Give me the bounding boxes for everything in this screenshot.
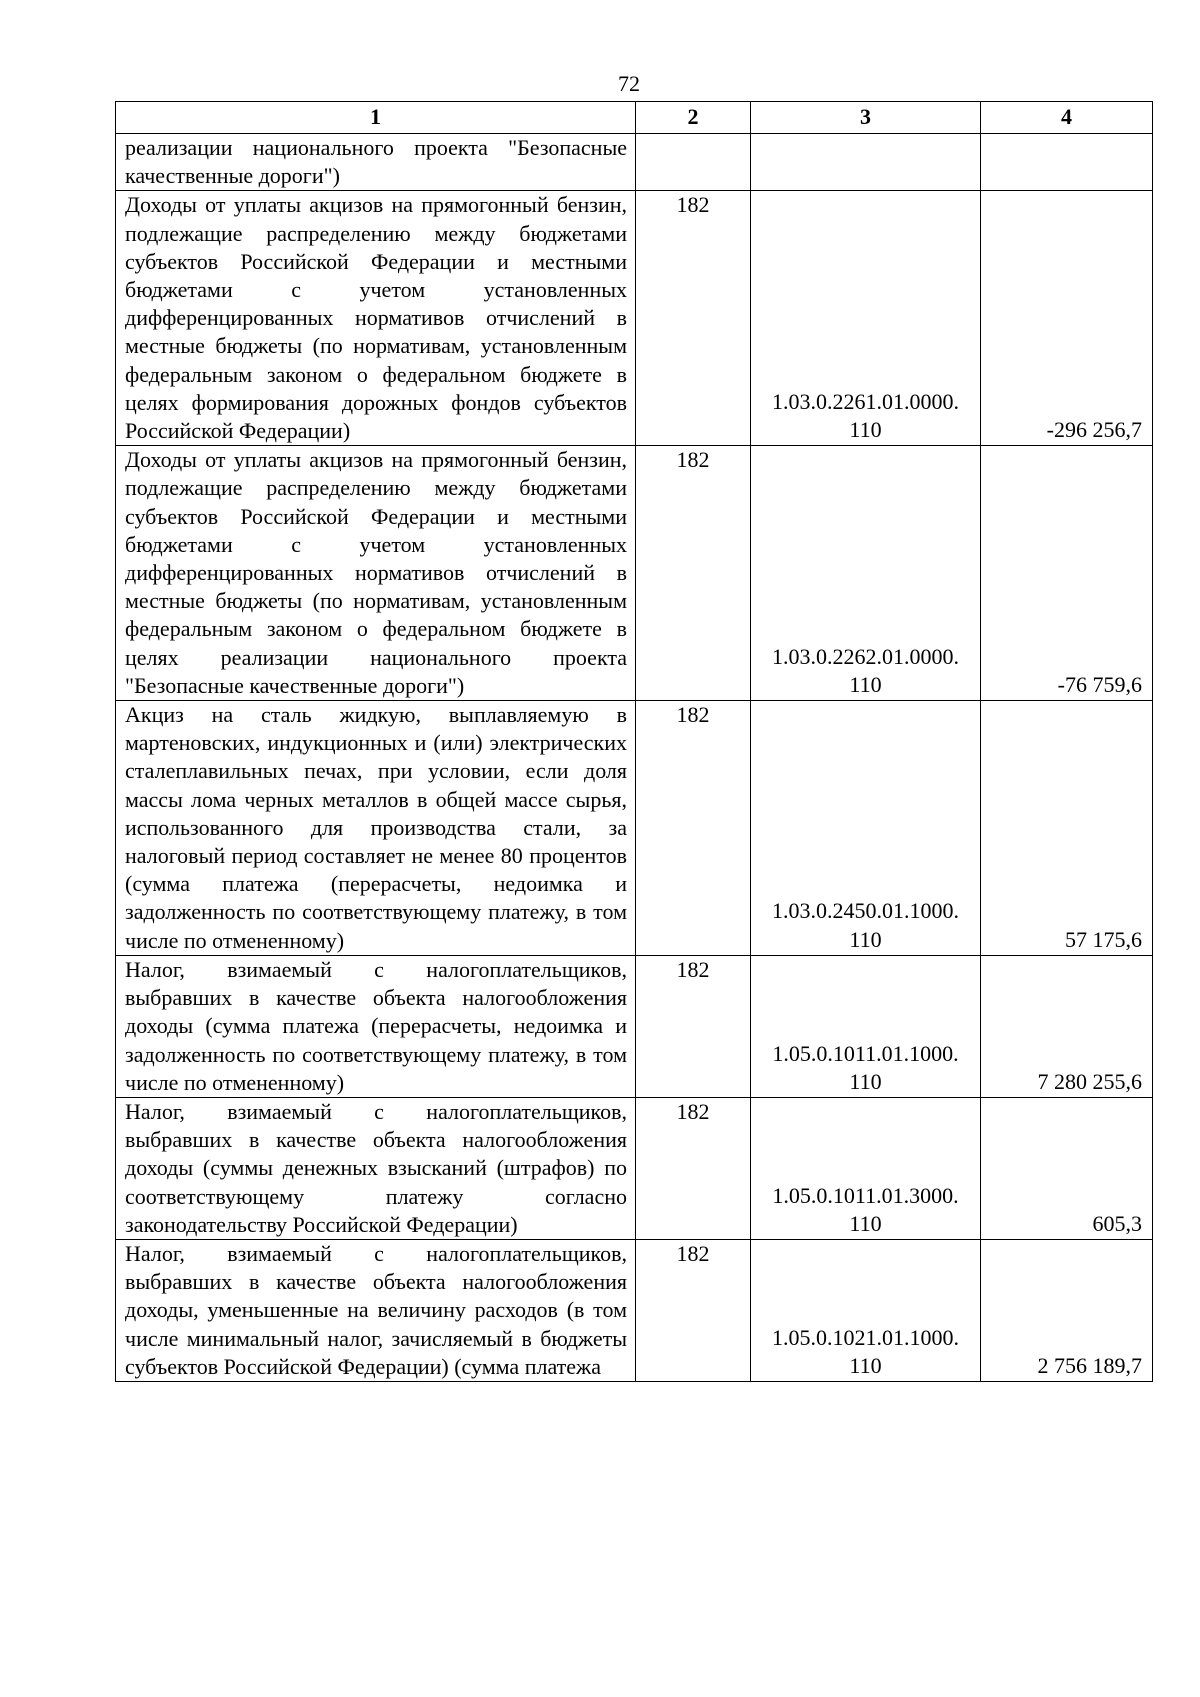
row-admin-code: 182 bbox=[636, 191, 751, 446]
column-header-2: 2 bbox=[636, 102, 751, 134]
budget-code-part1: 1.05.0.1011.01.1000. bbox=[772, 1040, 959, 1066]
budget-code-part1: 1.03.0.2262.01.0000. bbox=[772, 643, 959, 669]
row-amount bbox=[981, 134, 1153, 191]
column-header-1: 1 bbox=[116, 102, 636, 134]
table-row bbox=[116, 1239, 1153, 1381]
table-header-row bbox=[116, 102, 1153, 134]
row-budget-code bbox=[751, 191, 981, 446]
budget-code-part1: 1.03.0.2450.01.1000. bbox=[772, 898, 959, 924]
table-row bbox=[116, 701, 1153, 956]
budget-code-part1: 1.05.0.1011.01.3000. bbox=[772, 1182, 959, 1208]
table-row bbox=[116, 191, 1153, 446]
row-budget-code bbox=[751, 1239, 981, 1381]
row-description: Налог, взимаемый с налогоплательщиков, выбравших в качестве объекта налогообложения доходы, уменьшенные на величину расходов (в том числе минимальный налог, зачисляемый в бюджеты субъектов Российской Федерации) (сумма платежа bbox=[116, 1239, 636, 1381]
budget-code-part2: 110 bbox=[849, 926, 882, 952]
row-amount: -76 759,6 bbox=[981, 446, 1153, 701]
page-number: 72 bbox=[618, 71, 640, 96]
table-row bbox=[116, 955, 1153, 1097]
row-amount: 605,3 bbox=[981, 1097, 1153, 1239]
row-admin-code: 182 bbox=[636, 701, 751, 956]
budget-code-part2: 110 bbox=[849, 1210, 882, 1236]
row-description: Акциз на сталь жидкую, выплавляемую в мартеновских, индукционных и (или) электрических сталеплавильных печах, при условии, если доля массы лома черных металлов в общей массе сырья, использованного для производства стали, за налоговый период составляет не менее 80 процентов (сумма платежа (перерасчеты, недоимка и задолженность по соответствующему платежу, в том числе по отмененному) bbox=[116, 701, 636, 956]
row-description: Налог, взимаемый с налогоплательщиков, выбравших в качестве объекта налогообложения доходы (суммы денежных взысканий (штрафов) по соответствующему платежу согласно законодательству Российской Федерации) bbox=[116, 1097, 636, 1239]
row-amount: 2 756 189,7 bbox=[981, 1239, 1153, 1381]
column-header-3: 3 bbox=[751, 102, 981, 134]
budget-code-part2: 110 bbox=[849, 417, 882, 443]
revenue-table bbox=[115, 101, 1153, 1382]
budget-code-part2: 110 bbox=[849, 671, 882, 697]
row-description: Доходы от уплаты акцизов на прямогонный бензин, подлежащие распределению между бюджетами субъектов Российской Федерации и местными бюджетами с учетом установленных дифференцированных нормативов отчислений в местные бюджеты (по нормативам, установленным федеральным законом о федеральном бюджете в целях формирования дорожных фондов субъектов Российской Федерации) bbox=[116, 191, 636, 446]
row-amount: -296 256,7 bbox=[981, 191, 1153, 446]
row-admin-code: 182 bbox=[636, 955, 751, 1097]
row-budget-code bbox=[751, 955, 981, 1097]
column-header-4: 4 bbox=[981, 102, 1153, 134]
row-amount: 7 280 255,6 bbox=[981, 955, 1153, 1097]
row-budget-code bbox=[751, 446, 981, 701]
row-description: Доходы от уплаты акцизов на прямогонный бензин, подлежащие распределению между бюджетами субъектов Российской Федерации и местными бюджетами с учетом установленных дифференцированных нормативов отчислений в местные бюджеты (по нормативам, установленным федеральным законом о федеральном бюджете в целях реализации национального проекта "Безопасные качественные дороги") bbox=[116, 446, 636, 701]
row-budget-code bbox=[751, 134, 981, 191]
budget-code-part2: 110 bbox=[849, 1068, 882, 1094]
row-amount: 57 175,6 bbox=[981, 701, 1153, 956]
row-description: Налог, взимаемый с налогоплательщиков, выбравших в качестве объекта налогообложения доходы (сумма платежа (перерасчеты, недоимка и задолженность по соответствующему платежу, в том числе по отмененному) bbox=[116, 955, 636, 1097]
row-admin-code: 182 bbox=[636, 446, 751, 701]
budget-code-part1: 1.03.0.2261.01.0000. bbox=[772, 388, 959, 414]
table-row bbox=[116, 134, 1153, 191]
table-row bbox=[116, 446, 1153, 701]
row-admin-code: 182 bbox=[636, 1239, 751, 1381]
budget-code-part1: 1.05.0.1021.01.1000. bbox=[772, 1324, 959, 1350]
row-admin-code bbox=[636, 134, 751, 191]
row-budget-code bbox=[751, 1097, 981, 1239]
budget-code-part2: 110 bbox=[849, 1352, 882, 1378]
table-row bbox=[116, 1097, 1153, 1239]
row-budget-code bbox=[751, 701, 981, 956]
row-description: реализации национального проекта "Безопасные качественные дороги") bbox=[116, 134, 636, 191]
row-admin-code: 182 bbox=[636, 1097, 751, 1239]
